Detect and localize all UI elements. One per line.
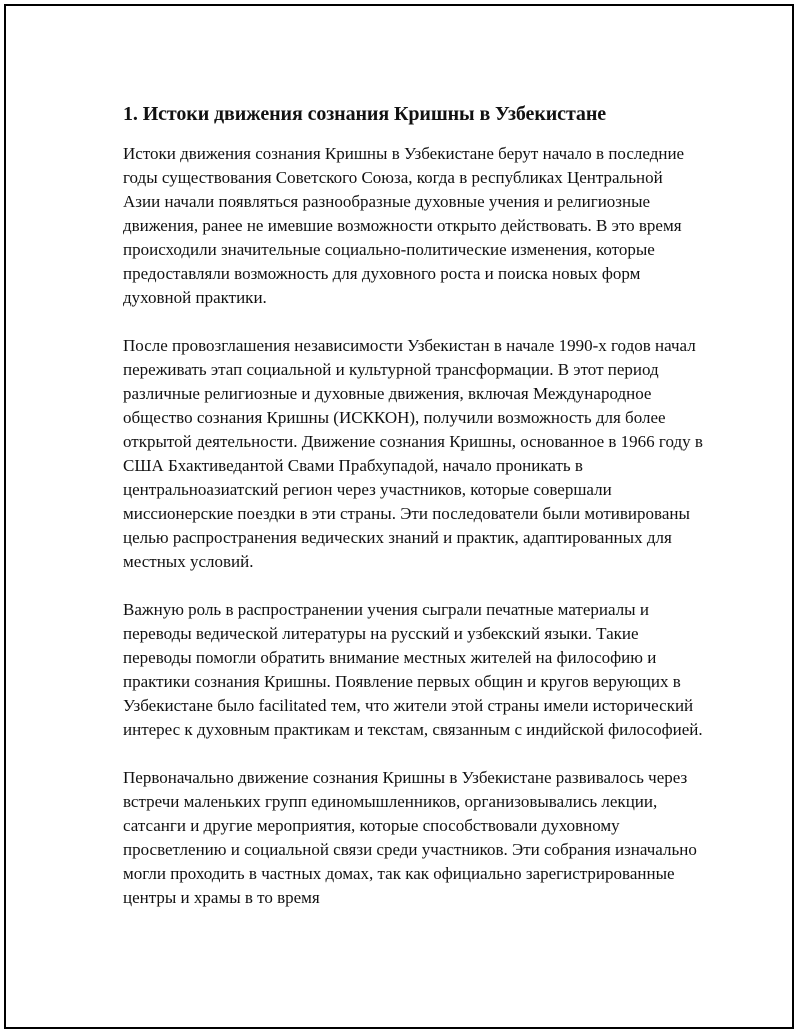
page-frame [4, 4, 794, 1029]
paragraph-2: После провозглашения независимости Узбекистан в начале 1990-х годов начал переживать этап социальной и культурной трансформации. В этот период различные религиозные и духовные движения, включая Международное общество сознания Кришны (ИСККОН), получили возможность для более открытой деятельности. Движение сознания Кришны, основанное в 1966 году в США Бхактиведантой Свами Прабхупадой, начало проникать в центральноазиатский регион через участников, которые совершали миссионерские поездки в эти страны. Эти последователи были мотивированы целью распространения ведических знаний и практик, адаптированных для местных условий. [123, 336, 703, 571]
paragraph-3: Важную роль в распространении учения сыграли печатные материалы и переводы ведической литературы на русский и узбекский языки. Такие переводы помогли обратить внимание местных жителей на философию и практики сознания Кришны. Появление первых общин и кругов верующих в Узбекистане было facilitated тем, что жители этой страны имели исторический интерес к духовным практикам и текстам, связанным с индийской философией. [123, 600, 703, 739]
document-body [123, 100, 703, 934]
paragraph-1: Истоки движения сознания Кришны в Узбекистане берут начало в последние годы существования Советского Союза, когда в республиках Центральной Азии начали появляться разнообразные духовные учения и религиозные движения, ранее не имевшие возможности открыто действовать. В это время происходили значительные социально-политические изменения, которые предоставляли возможность для духовного роста и поиска новых форм духовной практики. [123, 144, 685, 307]
paragraph-4: Первоначально движение сознания Кришны в Узбекистане развивалось через встречи маленьких групп единомышленников, организовывались лекции, сатсанги и другие мероприятия, которые способствовали духовному просветлению и социальной связи среди участников. Эти собрания изначально могли проходить в частных домах, так как официально зарегистрированные центры и храмы в то время [123, 768, 697, 907]
section-heading: 1. Истоки движения сознания Кришны в Узбекистане [123, 103, 607, 125]
